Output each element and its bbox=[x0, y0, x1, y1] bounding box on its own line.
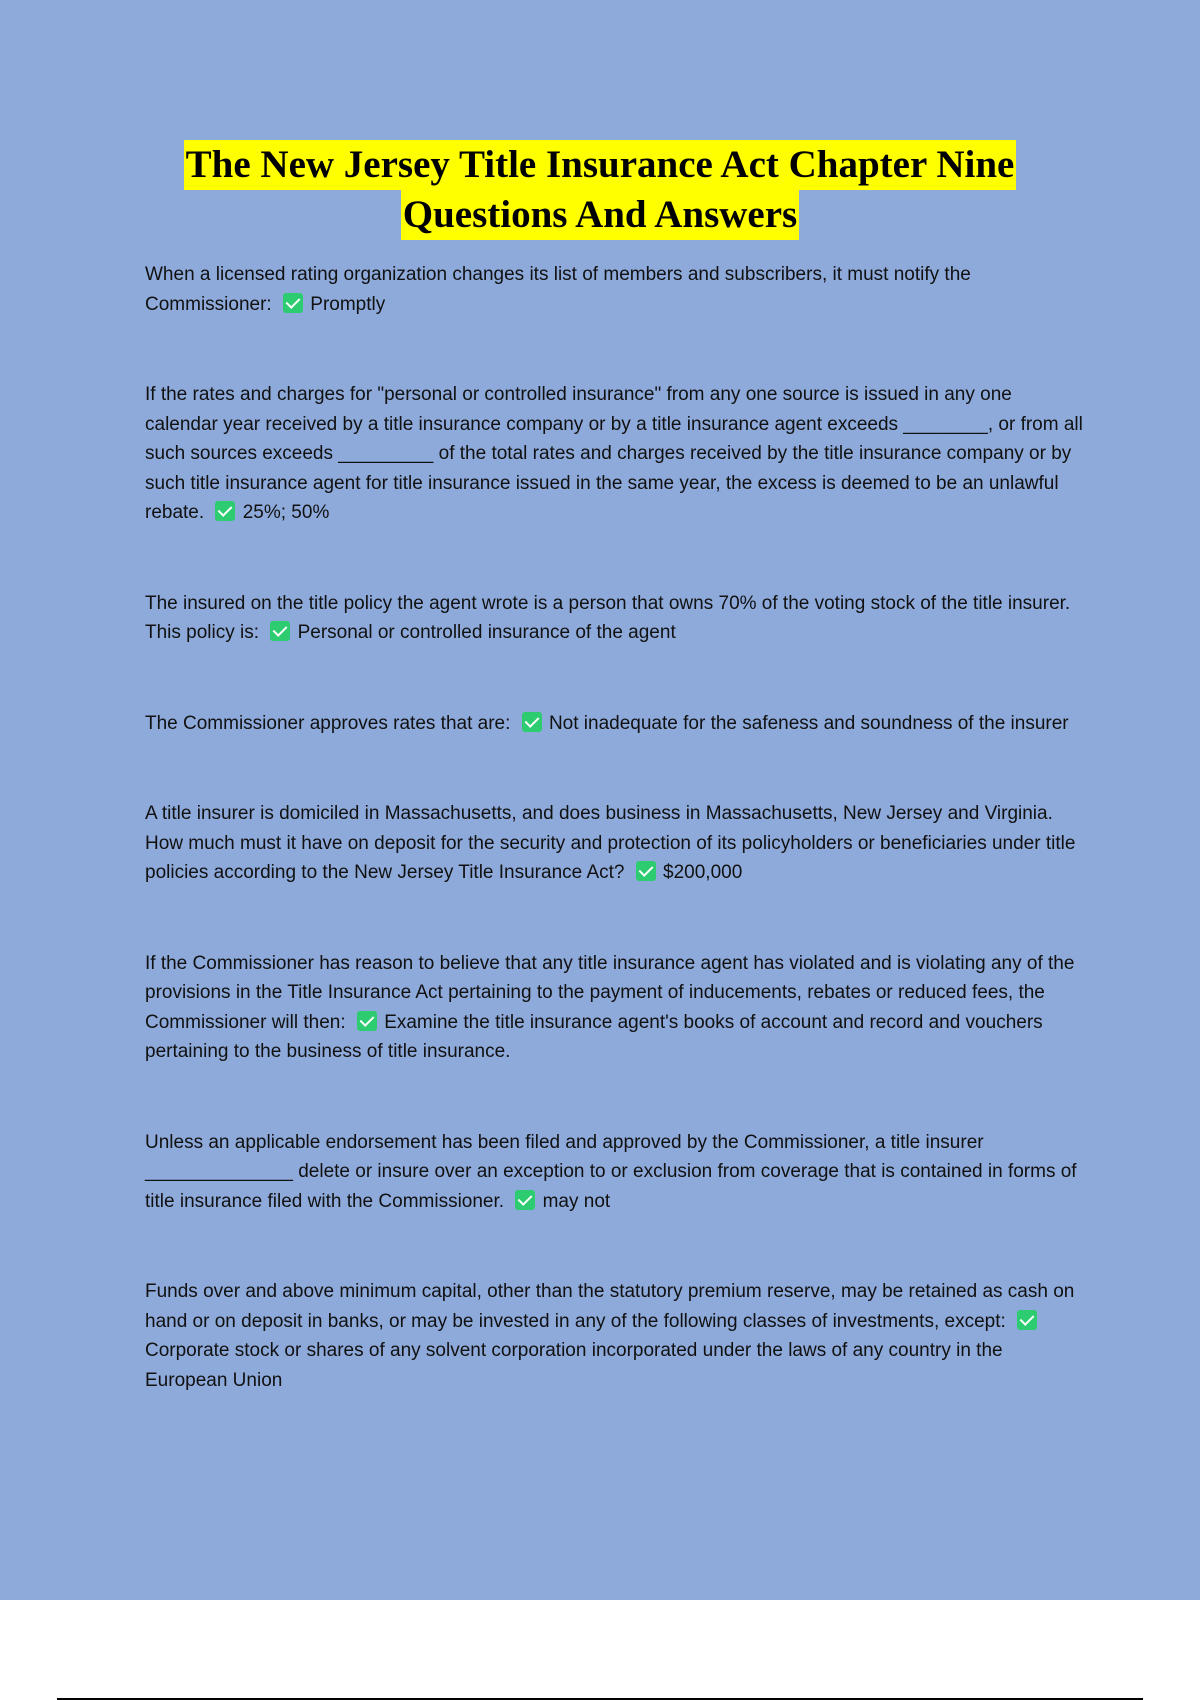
title-line-1: The New Jersey Title Insurance Act Chapter Nine bbox=[184, 140, 1017, 190]
check-box-icon bbox=[515, 1190, 535, 1210]
question-text: If the rates and charges for "personal or controlled insurance" from any one source is issued in any one calendar year received by a title insurance company or by a title insurance agent exceeds ________, or from all such sources exceeds _________ of the total rates and charges received by the title insurance company or by such title insurance agent for title insurance issued in the same year, the excess is deemed to be an unlawful rebate. bbox=[145, 384, 1083, 523]
qa-item bbox=[145, 380, 1085, 528]
question-text: When a licensed rating organization changes its list of members and subscribers, it must notify the Commissioner: bbox=[145, 264, 971, 315]
check-box-icon bbox=[1017, 1310, 1037, 1330]
answer-text: Examine the title insurance agent's books of account and record and vouchers pertaining to the business of title insurance. bbox=[145, 1011, 1043, 1062]
question-text: Funds over and above minimum capital, other than the statutory premium reserve, may be retained as cash on hand or on deposit in banks, or may be invested in any of the following classes of investments, except: bbox=[145, 1281, 1075, 1332]
qa-list bbox=[145, 260, 1085, 1456]
qa-item bbox=[145, 709, 1085, 739]
qa-item bbox=[145, 260, 1085, 319]
title-line-2: Questions And Answers bbox=[401, 190, 799, 240]
page-title bbox=[0, 140, 1200, 240]
check-box-icon bbox=[270, 621, 290, 641]
check-box-icon bbox=[215, 501, 235, 521]
question-text: Unless an applicable endorsement has been filed and approved by the Commissioner, a title insurer ______________ delete or insure over an exception to or exclusion from coverage that is contained in forms of title insurance filed with the Commissioner. bbox=[145, 1131, 1077, 1212]
question-text: If the Commissioner has reason to believe that any title insurance agent has violated and is violating any of the provisions in the Title Insurance Act pertaining to the payment of inducements, rebates or reduced fees, the Commissioner will then: bbox=[145, 952, 1075, 1033]
qa-item bbox=[145, 1128, 1085, 1217]
question-text: A title insurer is domiciled in Massachusetts, and does business in Massachusetts, New Jersey and Virginia. How much must it have on deposit for the security and protection of its policyholders or beneficiaries under title policies according to the New Jersey Title Insurance Act? bbox=[145, 803, 1076, 883]
check-box-icon bbox=[522, 712, 542, 732]
check-box-icon bbox=[636, 861, 656, 881]
answer-text: $200,000 bbox=[663, 862, 743, 883]
answer-text: Corporate stock or shares of any solvent corporation incorporated under the laws of any country in the European Union bbox=[145, 1340, 1003, 1391]
question-text: The insured on the title policy the agent wrote is a person that owns 70% of the voting stock of the title insurer. This policy is: bbox=[145, 592, 1071, 643]
qa-item bbox=[145, 949, 1085, 1067]
answer-text: 25%; 50% bbox=[242, 502, 330, 523]
qa-item bbox=[145, 1277, 1085, 1395]
question-text: The Commissioner approves rates that are: bbox=[145, 712, 511, 734]
answer-text: Promptly bbox=[310, 293, 386, 315]
qa-item bbox=[145, 589, 1085, 648]
answer-text: Personal or controlled insurance of the agent bbox=[297, 622, 676, 643]
answer-text: may not bbox=[542, 1190, 611, 1212]
qa-item bbox=[145, 799, 1085, 888]
check-box-icon bbox=[283, 293, 303, 313]
check-box-icon bbox=[357, 1011, 377, 1031]
answer-text: Not inadequate for the safeness and soundness of the insurer bbox=[548, 712, 1069, 734]
